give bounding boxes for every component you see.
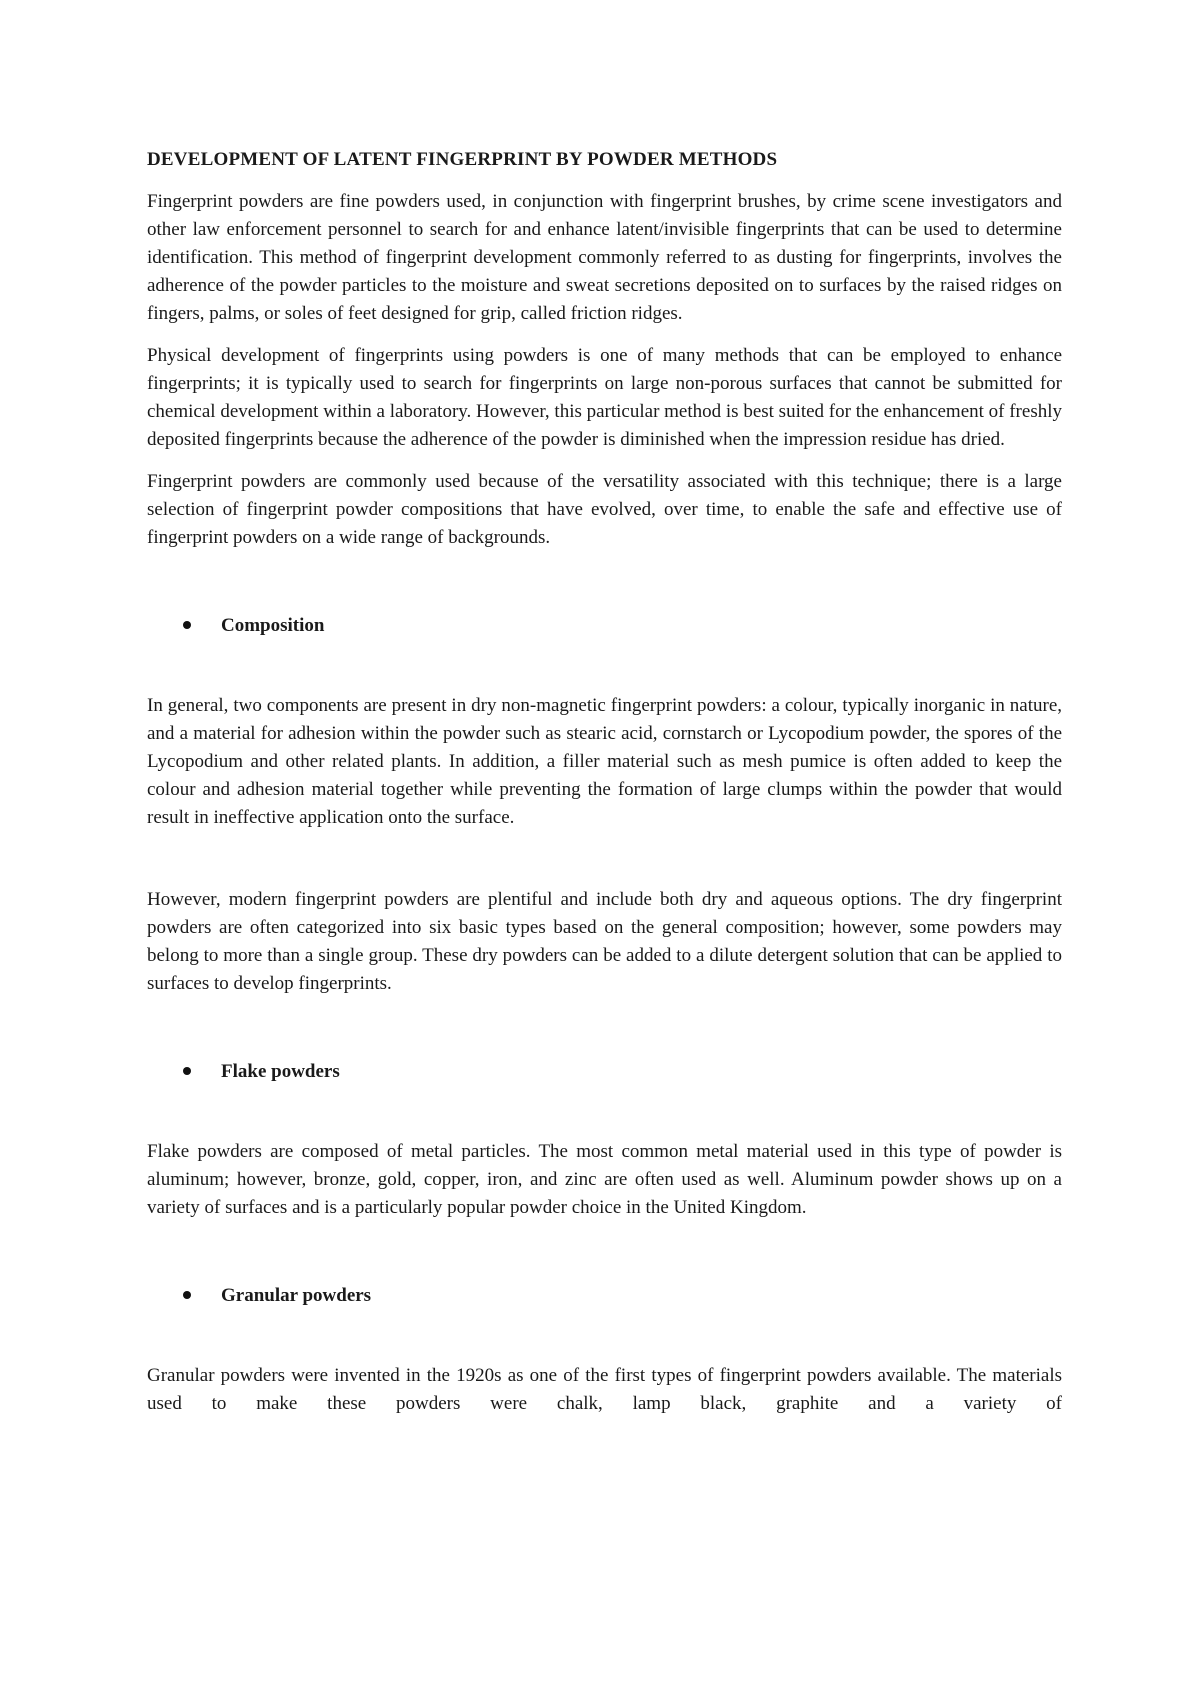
section-heading-label: Flake powders	[221, 1061, 340, 1082]
granular-paragraph-1: Granular powders were invented in the 1920s as one of the first types of fingerprint powders available. The materials used to make these powders were chalk, lamp black, graphite and a variety of	[147, 1365, 1062, 1414]
document-title: DEVELOPMENT OF LATENT FINGERPRINT BY POWDER METHODS	[147, 149, 778, 170]
bullet-icon	[183, 621, 191, 629]
composition-paragraph-2: However, modern fingerprint powders are plentiful and include both dry and aqueous options. The dry fingerprint powders are often categorized into six basic types based on the general composition; however, some powders may belong to more than a single group. These dry powders can be added to a dilute detergent solution that can be applied to surfaces to develop fingerprints.	[147, 889, 1062, 994]
section-heading-granular-powders	[183, 1282, 1062, 1310]
section-heading-composition	[183, 612, 1062, 640]
bullet-icon	[183, 1291, 191, 1299]
composition-paragraph-1: In general, two components are present in dry non-magnetic fingerprint powders: a colour, typically inorganic in nature, and a material for adhesion within the powder such as stearic acid, cornstarch or Lycopodium powder, the spores of the Lycopodium and other related plants. In addition, a filler material such as mesh pumice is often added to keep the colour and adhesion material together while preventing the formation of large clumps within the powder that would result in ineffective application onto the surface.	[147, 695, 1062, 828]
section-heading-flake-powders	[183, 1058, 1062, 1086]
section-heading-label: Granular powders	[221, 1285, 372, 1306]
intro-paragraph-2: Physical development of fingerprints using powders is one of many methods that can be employed to enhance fingerprints; it is typically used to search for fingerprints on large non-porous surfaces that cannot be submitted for chemical development within a laboratory. However, this particular method is best suited for the enhancement of freshly deposited fingerprints because the adherence of the powder is diminished when the impression residue has dried.	[147, 345, 1062, 450]
section-heading-label: Composition	[221, 615, 325, 636]
document-page	[147, 140, 1062, 1432]
intro-paragraph-1: Fingerprint powders are fine powders used, in conjunction with fingerprint brushes, by crime scene investigators and other law enforcement personnel to search for and enhance latent/invisible fingerprints that can be used to determine identification. This method of fingerprint development commonly referred to as dusting for fingerprints, involves the adherence of the powder particles to the moisture and sweat secretions deposited on to surfaces by the raised ridges on fingers, palms, or soles of feet designed for grip, called friction ridges.	[147, 191, 1062, 324]
intro-paragraph-3: Fingerprint powders are commonly used because of the versatility associated with this technique; there is a large selection of fingerprint powder compositions that have evolved, over time, to enable the safe and effective use of fingerprint powders on a wide range of backgrounds.	[147, 471, 1062, 548]
bullet-icon	[183, 1067, 191, 1075]
flake-paragraph-1: Flake powders are composed of metal particles. The most common metal material used in this type of powder is aluminum; however, bronze, gold, copper, iron, and zinc are often used as well. Aluminum powder shows up on a variety of surfaces and is a particularly popular powder choice in the United Kingdom.	[147, 1141, 1062, 1218]
